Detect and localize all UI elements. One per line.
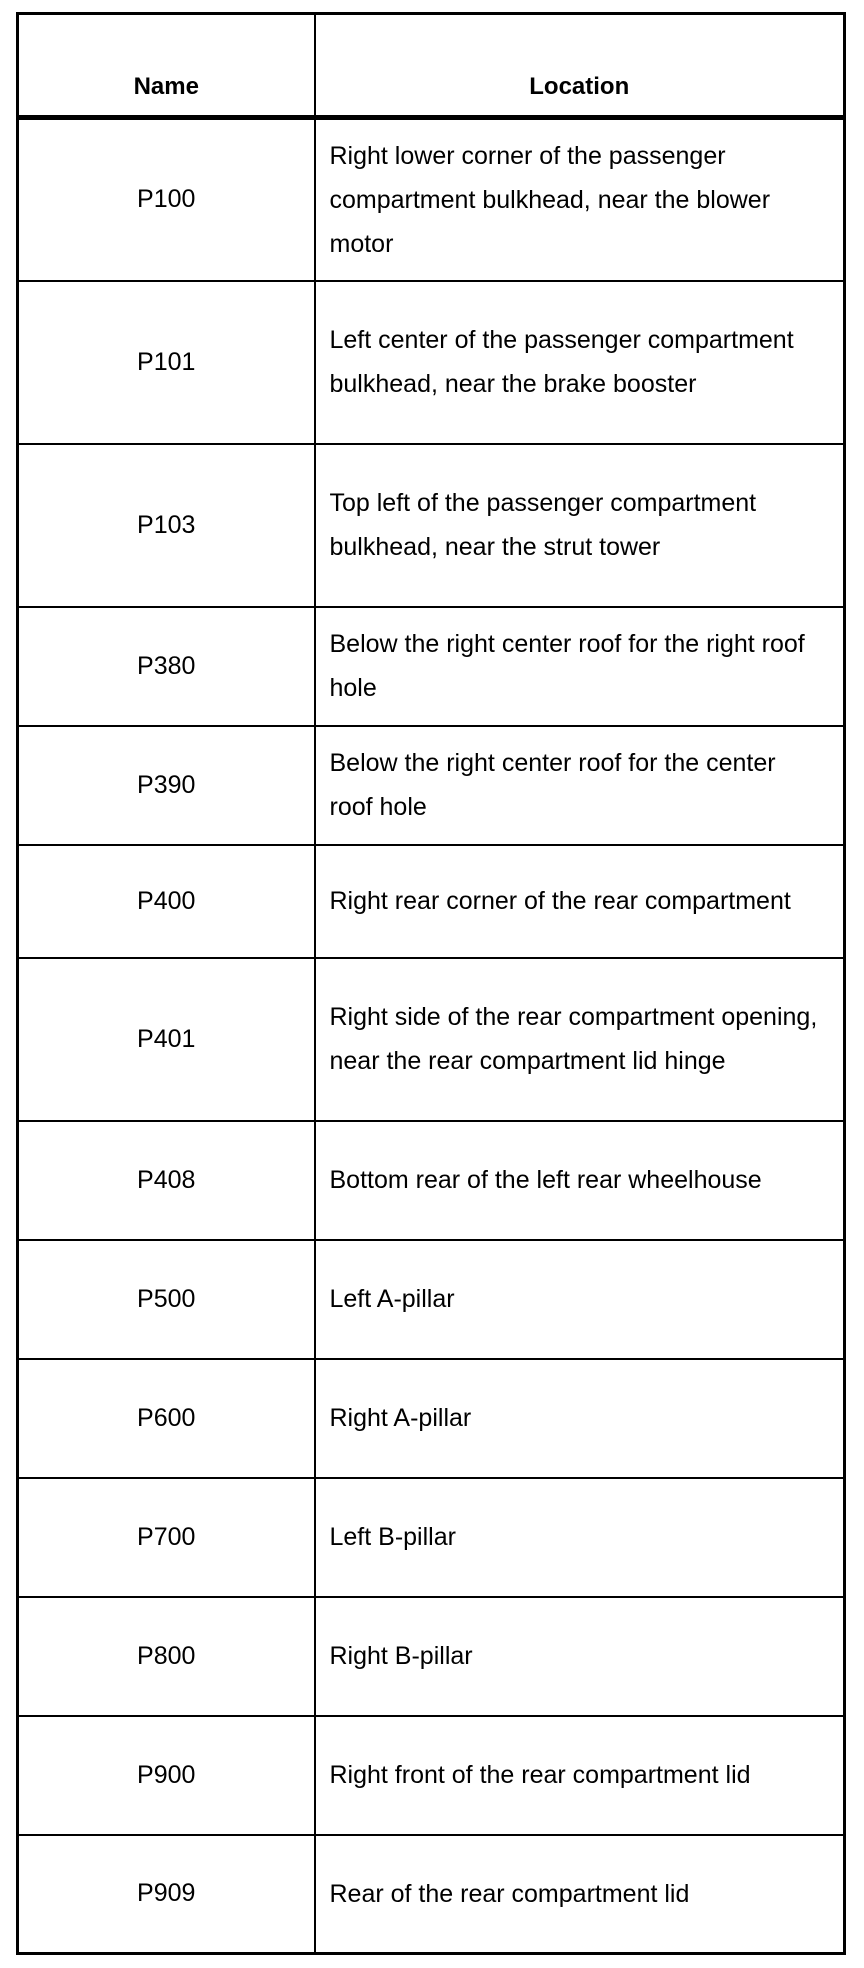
row-location-cell: Right rear corner of the rear compartment bbox=[315, 845, 845, 958]
row-name-cell: P909 bbox=[18, 1835, 315, 1954]
row-location-cell: Right front of the rear compartment lid bbox=[315, 1716, 845, 1835]
table-row bbox=[18, 281, 845, 444]
table-row bbox=[18, 1716, 845, 1835]
component-location-table bbox=[16, 12, 846, 1955]
row-name-cell: P100 bbox=[18, 118, 315, 281]
row-location-cell: Top left of the passenger compartment bulkhead, near the strut tower bbox=[315, 444, 845, 607]
table-row bbox=[18, 607, 845, 726]
row-name-cell: P390 bbox=[18, 726, 315, 845]
column-header-name: Name bbox=[18, 14, 315, 118]
table-row bbox=[18, 444, 845, 607]
table-row bbox=[18, 726, 845, 845]
row-location-cell: Rear of the rear compartment lid bbox=[315, 1835, 845, 1954]
row-location-cell: Right side of the rear compartment opening, near the rear compartment lid hinge bbox=[315, 958, 845, 1121]
row-name-cell: P700 bbox=[18, 1478, 315, 1597]
row-location-cell: Right A-pillar bbox=[315, 1359, 845, 1478]
table-row bbox=[18, 1597, 845, 1716]
location-table-container bbox=[16, 12, 843, 1955]
row-name-cell: P500 bbox=[18, 1240, 315, 1359]
row-name-cell: P900 bbox=[18, 1716, 315, 1835]
row-location-cell: Right B-pillar bbox=[315, 1597, 845, 1716]
row-location-cell: Right lower corner of the passenger compartment bulkhead, near the blower motor bbox=[315, 118, 845, 281]
column-header-location: Location bbox=[315, 14, 845, 118]
table-row bbox=[18, 1359, 845, 1478]
row-location-cell: Left B-pillar bbox=[315, 1478, 845, 1597]
table-row bbox=[18, 1835, 845, 1954]
table-row bbox=[18, 118, 845, 281]
row-name-cell: P408 bbox=[18, 1121, 315, 1240]
row-location-cell: Left A-pillar bbox=[315, 1240, 845, 1359]
row-name-cell: P600 bbox=[18, 1359, 315, 1478]
row-name-cell: P401 bbox=[18, 958, 315, 1121]
row-location-cell: Bottom rear of the left rear wheelhouse bbox=[315, 1121, 845, 1240]
row-name-cell: P103 bbox=[18, 444, 315, 607]
row-name-cell: P380 bbox=[18, 607, 315, 726]
table-row bbox=[18, 958, 845, 1121]
row-name-cell: P800 bbox=[18, 1597, 315, 1716]
table-row bbox=[18, 845, 845, 958]
table-row bbox=[18, 1121, 845, 1240]
row-location-cell: Below the right center roof for the center roof hole bbox=[315, 726, 845, 845]
row-name-cell: P400 bbox=[18, 845, 315, 958]
table-body bbox=[18, 118, 845, 1954]
row-location-cell: Left center of the passenger compartment bulkhead, near the brake booster bbox=[315, 281, 845, 444]
row-name-cell: P101 bbox=[18, 281, 315, 444]
table-row bbox=[18, 1478, 845, 1597]
row-location-cell: Below the right center roof for the right roof hole bbox=[315, 607, 845, 726]
table-header bbox=[18, 14, 845, 118]
header-row bbox=[18, 14, 845, 118]
table-row bbox=[18, 1240, 845, 1359]
